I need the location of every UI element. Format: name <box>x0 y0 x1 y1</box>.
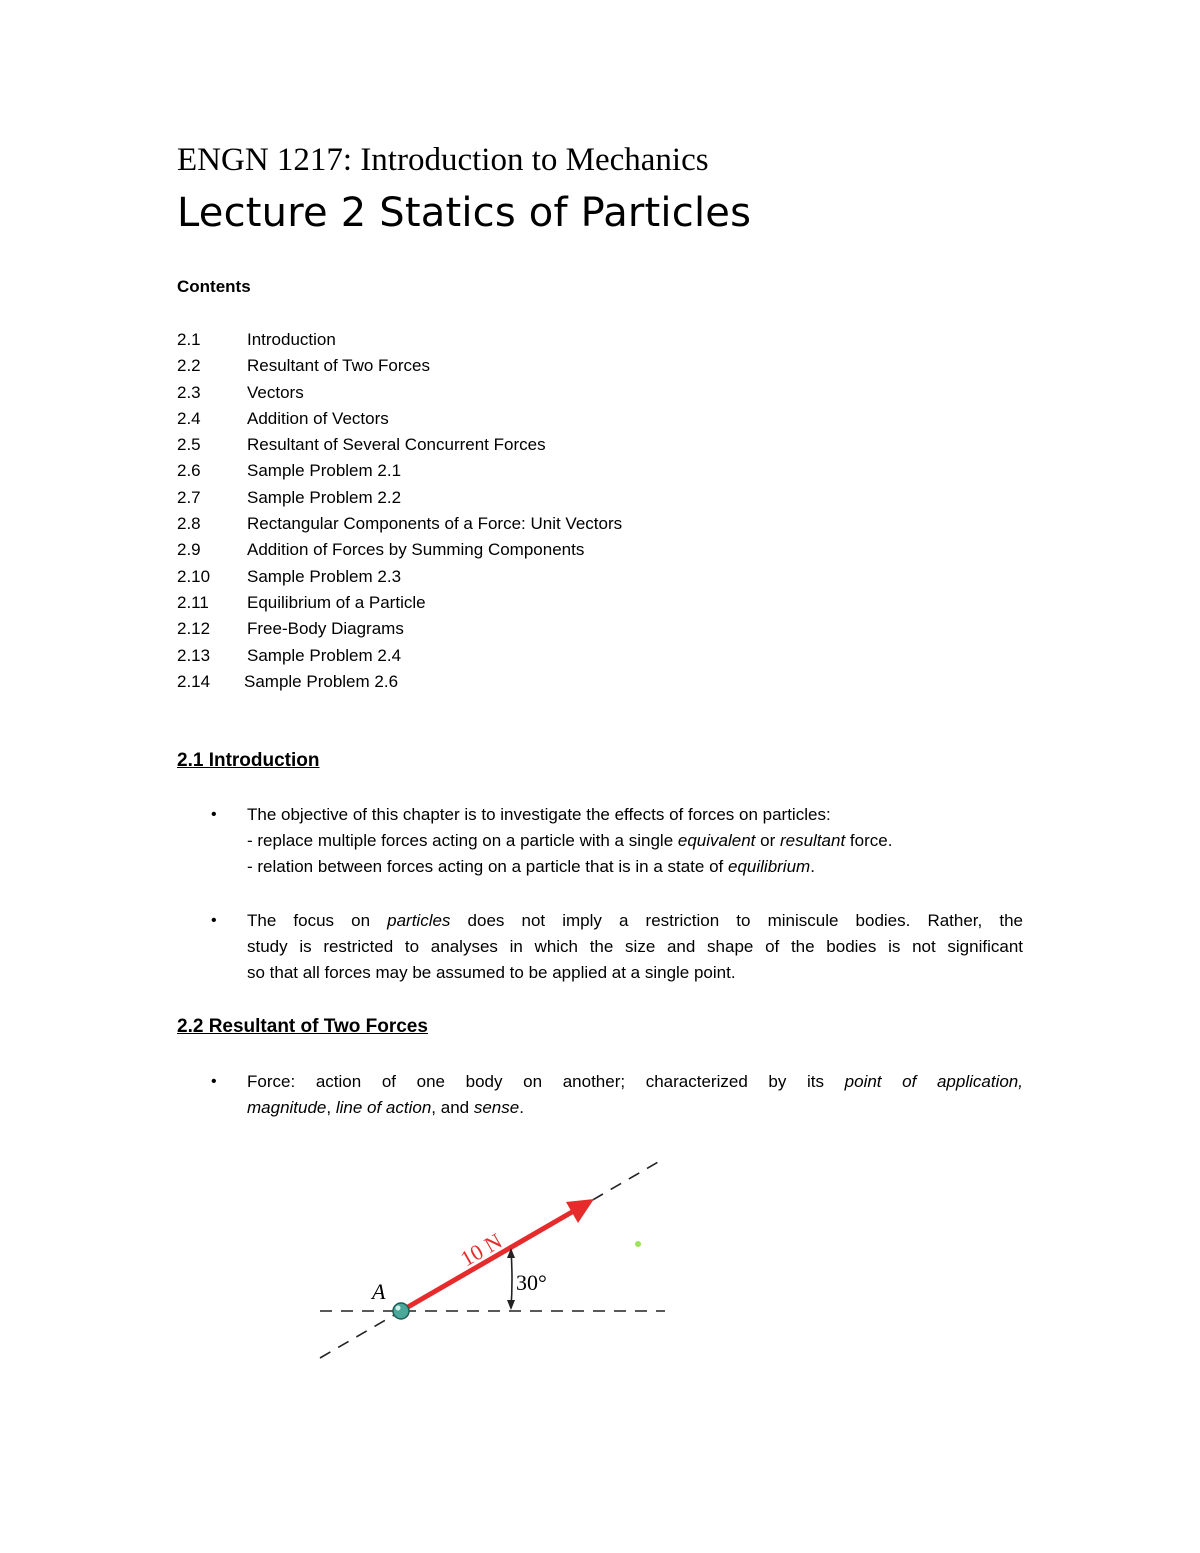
toc-number: 2.14 <box>177 671 211 691</box>
emphasis-text: point of application, <box>844 1072 1023 1091</box>
toc-number: 2.1 <box>177 330 201 349</box>
bullet-item <box>211 908 1023 988</box>
toc-title: Vectors <box>247 382 304 402</box>
text-run: . <box>519 1098 524 1118</box>
toc-number: 2.2 <box>177 356 201 376</box>
toc-title: Sample Problem 2.2 <box>247 487 402 507</box>
toc-number: 2.8 <box>177 514 201 534</box>
lecture-title: Lecture 2 Statics of Particles <box>177 190 752 236</box>
force-vector <box>401 1212 572 1311</box>
text-line <box>247 854 1023 880</box>
force-label: 10 N <box>456 1227 507 1272</box>
text-run: force. <box>845 831 893 851</box>
text-run: does not imply a restriction to miniscule bodies. Rather, the <box>450 911 1023 930</box>
point-label: A <box>372 1279 386 1304</box>
bullet-marker: • <box>211 1073 217 1090</box>
text-run: - replace multiple forces acting on a particle with a single <box>247 831 678 851</box>
toc-number: 2.4 <box>177 408 201 428</box>
particle-highlight <box>396 1306 401 1311</box>
bullet-text <box>247 802 1023 881</box>
text-line <box>247 908 1023 934</box>
emphasis-text: particles <box>387 911 451 930</box>
emphasis-text: resultant <box>779 831 846 851</box>
particle-a <box>393 1303 409 1319</box>
bullet-item <box>211 1069 1023 1123</box>
text-line <box>247 828 1023 854</box>
toc-title: Sample Problem 2.6 <box>244 671 399 691</box>
toc-number: 2.13 <box>177 645 211 665</box>
force-diagram <box>300 1140 700 1380</box>
angle-label: 30° <box>516 1270 547 1295</box>
bullet-text <box>247 1069 1023 1121</box>
toc-title: Addition of Vectors <box>247 408 389 428</box>
text-line: so that all forces may be assumed to be applied at a single point. <box>247 963 736 983</box>
angle-arc-arrow-bottom <box>507 1300 515 1310</box>
text-run: The focus on <box>247 911 388 930</box>
green-dot <box>635 1241 641 1247</box>
emphasis-text: sense <box>473 1098 520 1118</box>
text-run: . <box>810 857 815 877</box>
contents-label: Contents <box>177 277 251 296</box>
text-line: study is restricted to analyses in which the size and shape of the bodies is not significant <box>247 937 1023 957</box>
toc-number: 2.12 <box>177 619 211 639</box>
toc-number: 2.3 <box>177 382 201 402</box>
text-line: The objective of this chapter is to investigate the effects of forces on particles: <box>247 805 831 824</box>
text-run: or <box>755 831 780 851</box>
section-heading-resultant: 2.2 Resultant of Two Forces <box>177 1016 428 1037</box>
toc-title: Introduction <box>247 330 336 349</box>
toc-title: Free-Body Diagrams <box>247 619 404 639</box>
toc-title: Sample Problem 2.1 <box>247 461 402 481</box>
section-heading-introduction: 2.1 Introduction <box>177 750 320 771</box>
text-line <box>247 1095 1023 1121</box>
text-run: Force: action of one body on another; characterized by its <box>247 1072 845 1091</box>
emphasis-text: equilibrium <box>728 857 811 877</box>
toc-number: 2.7 <box>177 487 201 507</box>
bullet-item <box>211 802 1023 882</box>
toc-title: Equilibrium of a Particle <box>247 592 426 612</box>
toc-title: Rectangular Components of a Force: Unit Vectors <box>247 514 623 534</box>
text-run: , and <box>431 1098 474 1118</box>
toc-title: Addition of Forces by Summing Components <box>247 540 585 560</box>
text-run: - relation between forces acting on a particle that is in a state of <box>247 857 728 877</box>
emphasis-text: line of action <box>335 1098 432 1118</box>
emphasis-text: magnitude <box>247 1098 327 1118</box>
toc-title: Sample Problem 2.3 <box>247 566 402 586</box>
toc-number: 2.6 <box>177 461 201 481</box>
toc-number: 2.5 <box>177 435 201 455</box>
toc-number: 2.10 <box>177 566 211 586</box>
angle-arc <box>511 1250 512 1308</box>
bullet-marker: • <box>211 806 217 823</box>
course-title: ENGN 1217: Introduction to Mechanics <box>177 142 709 178</box>
toc-number: 2.9 <box>177 540 201 560</box>
toc-title: Resultant of Several Concurrent Forces <box>247 435 546 455</box>
toc-number: 2.11 <box>177 592 209 612</box>
toc-title: Sample Problem 2.4 <box>247 645 402 665</box>
bullet-marker: • <box>211 912 217 929</box>
bullet-text <box>247 908 1023 987</box>
toc-title: Resultant of Two Forces <box>247 356 430 376</box>
text-run: , <box>326 1098 336 1118</box>
text-line <box>247 1069 1023 1095</box>
emphasis-text: equivalent <box>677 831 756 851</box>
